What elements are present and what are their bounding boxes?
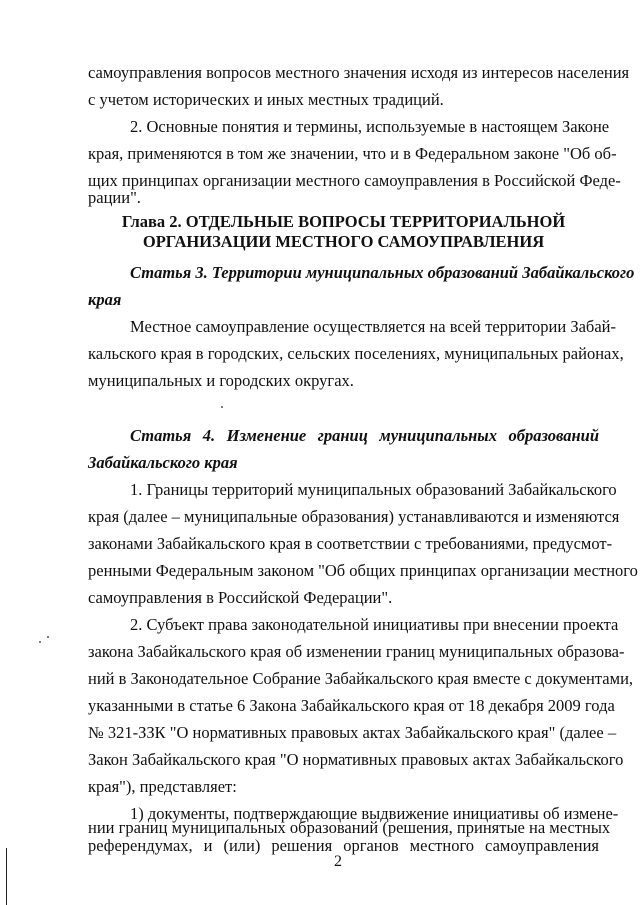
- paragraph-line: референдумах, и (или) решения органов местного самоуправления: [88, 836, 599, 855]
- paragraph-line: 2. Субъект права законодательной инициативы при внесении проекта: [130, 615, 619, 634]
- paragraph-line: нии границ муниципальных образований (решения, принятые на местных: [88, 818, 611, 837]
- chapter-heading: Глава 2. ОТДЕЛЬНЫЕ ВОПРОСЫ ТЕРРИТОРИАЛЬНОЙ: [121, 212, 566, 231]
- paragraph-line: края (далее – муниципальные образования) устанавливаются и изменяются: [88, 507, 620, 526]
- paragraph-line: 1. Границы территорий муниципальных образований Забайкальского: [130, 480, 617, 499]
- paragraph-line: с учетом исторических и иных местных традиций.: [88, 90, 444, 109]
- scan-speck: [47, 636, 49, 638]
- page-number: 2: [334, 853, 342, 870]
- article-title: Статья 3. Территории муниципальных образований Забайкальского: [130, 263, 635, 282]
- margin-rule: [6, 848, 7, 905]
- paragraph-line: 2. Основные понятия и термины, используемые в настоящем Законе: [130, 117, 610, 136]
- paragraph-line: 1) документы, подтверждающие выдвижение инициативы об измене-: [130, 804, 619, 823]
- paragraph-line: № 321-ЗЗК "О нормативных правовых актах Забайкальского края" (далее –: [88, 723, 617, 742]
- article-title: Статья 4. Изменение границ муниципальных образований: [130, 426, 599, 445]
- scan-speck: [39, 641, 41, 643]
- paragraph-line: ренными Федеральным законом "Об общих принципах организации местного: [88, 561, 638, 580]
- paragraph-line: края"), представляет:: [88, 777, 237, 796]
- paragraph-line: закона Забайкальского края об изменении границ муниципальных образова-: [88, 642, 625, 661]
- paragraph-line: рации".: [88, 188, 141, 207]
- article-title: края: [88, 290, 122, 309]
- paragraph-line: края, применяются в том же значении, что и в Федеральном законе "Об об-: [88, 144, 617, 163]
- paragraph-line: самоуправления вопросов местного значения исходя из интересов населения: [88, 63, 630, 82]
- paragraph-line: муниципальных и городских округах.: [88, 371, 354, 390]
- paragraph-line: самоуправления в Российской Федерации".: [88, 588, 393, 607]
- paragraph-line: Местное самоуправление осуществляется на всей территории Забай-: [130, 317, 616, 336]
- paragraph-line: законами Забайкальского края в соответствии с требованиями, предусмот-: [88, 534, 613, 553]
- paragraph-line: щих принципах организации местного самоуправления в Российской Феде-: [88, 171, 621, 190]
- paragraph-line: Закон Забайкальского края "О нормативных правовых актах Забайкальского: [88, 750, 624, 769]
- paragraph-line: указанными в статье 6 Закона Забайкальского края от 18 декабря 2009 года: [88, 696, 615, 715]
- chapter-heading: ОРГАНИЗАЦИИ МЕСТНОГО САМОУПРАВЛЕНИЯ: [142, 232, 545, 251]
- paragraph-line: кальского края в городских, сельских поселениях, муниципальных районах,: [88, 344, 624, 363]
- scan-speck: [221, 406, 223, 408]
- article-title: Забайкальского края: [88, 453, 238, 472]
- paragraph-line: ний в Законодательное Собрание Забайкальского края вместе с документами,: [88, 669, 634, 688]
